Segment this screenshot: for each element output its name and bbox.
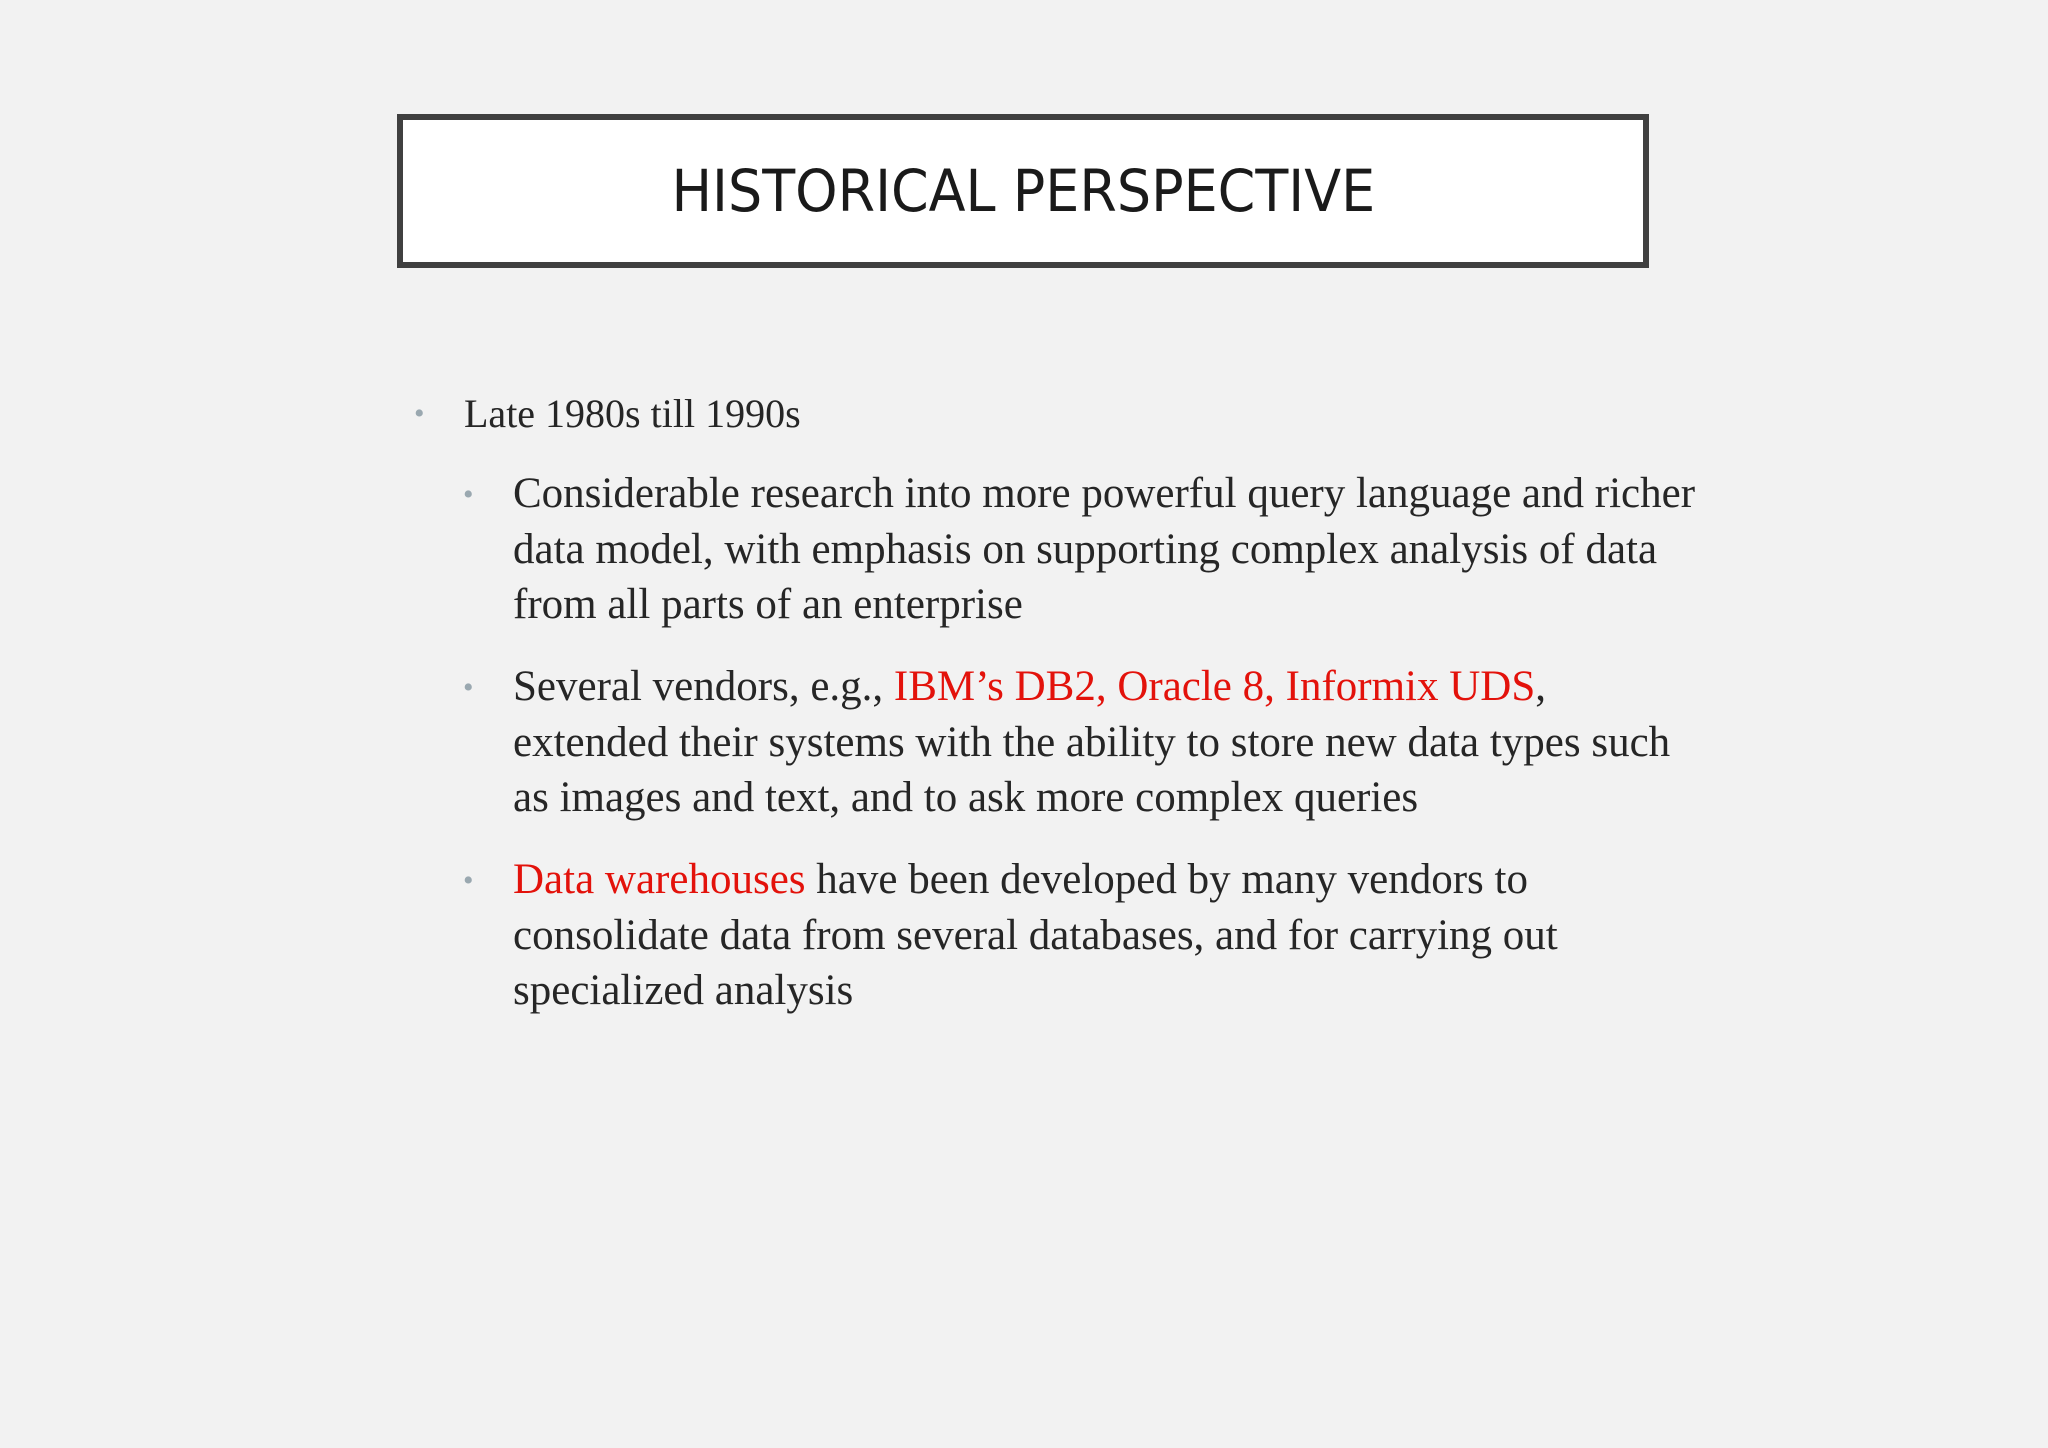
bullet-line: from all parts of an enterprise — [513, 581, 1023, 628]
bullet-text: , — [1535, 663, 1547, 710]
bullet-line — [513, 659, 1813, 715]
bullet-marker: • — [463, 671, 474, 704]
bullet-marker: • — [463, 864, 474, 897]
bullet-level2-vendors — [513, 659, 1813, 826]
bullet-line: extended their systems with the ability to store new data types such — [513, 718, 1671, 766]
bullet-marker: • — [463, 478, 474, 511]
bullet-text: have been developed by many vendors to — [805, 856, 1528, 903]
bullet-marker: • — [414, 397, 425, 430]
bullet-line — [513, 852, 1813, 908]
bullet-level2-warehouses — [513, 852, 1813, 1019]
bullet-level1: Late 1980s till 1990s — [464, 391, 801, 436]
bullet-level2-research — [513, 466, 1813, 633]
slide-title: HISTORICAL PERSPECTIVE — [671, 157, 1375, 225]
bullet-line: specialized analysis — [513, 967, 854, 1014]
highlighted-text: Data warehouses — [513, 856, 806, 903]
bullet-text: Several vendors, e.g., — [513, 663, 894, 710]
highlighted-text: IBM’s DB2, Oracle 8, Informix UDS — [893, 663, 1536, 710]
bullet-line: as images and text, and to ask more complex queries — [513, 774, 1419, 821]
bullet-line: consolidate data from several databases, and for carrying out — [513, 911, 1558, 959]
bullet-line: data model, with emphasis on supporting complex analysis of data — [513, 525, 1658, 573]
bullet-line: Considerable research into more powerful query language and richer — [513, 470, 1696, 517]
